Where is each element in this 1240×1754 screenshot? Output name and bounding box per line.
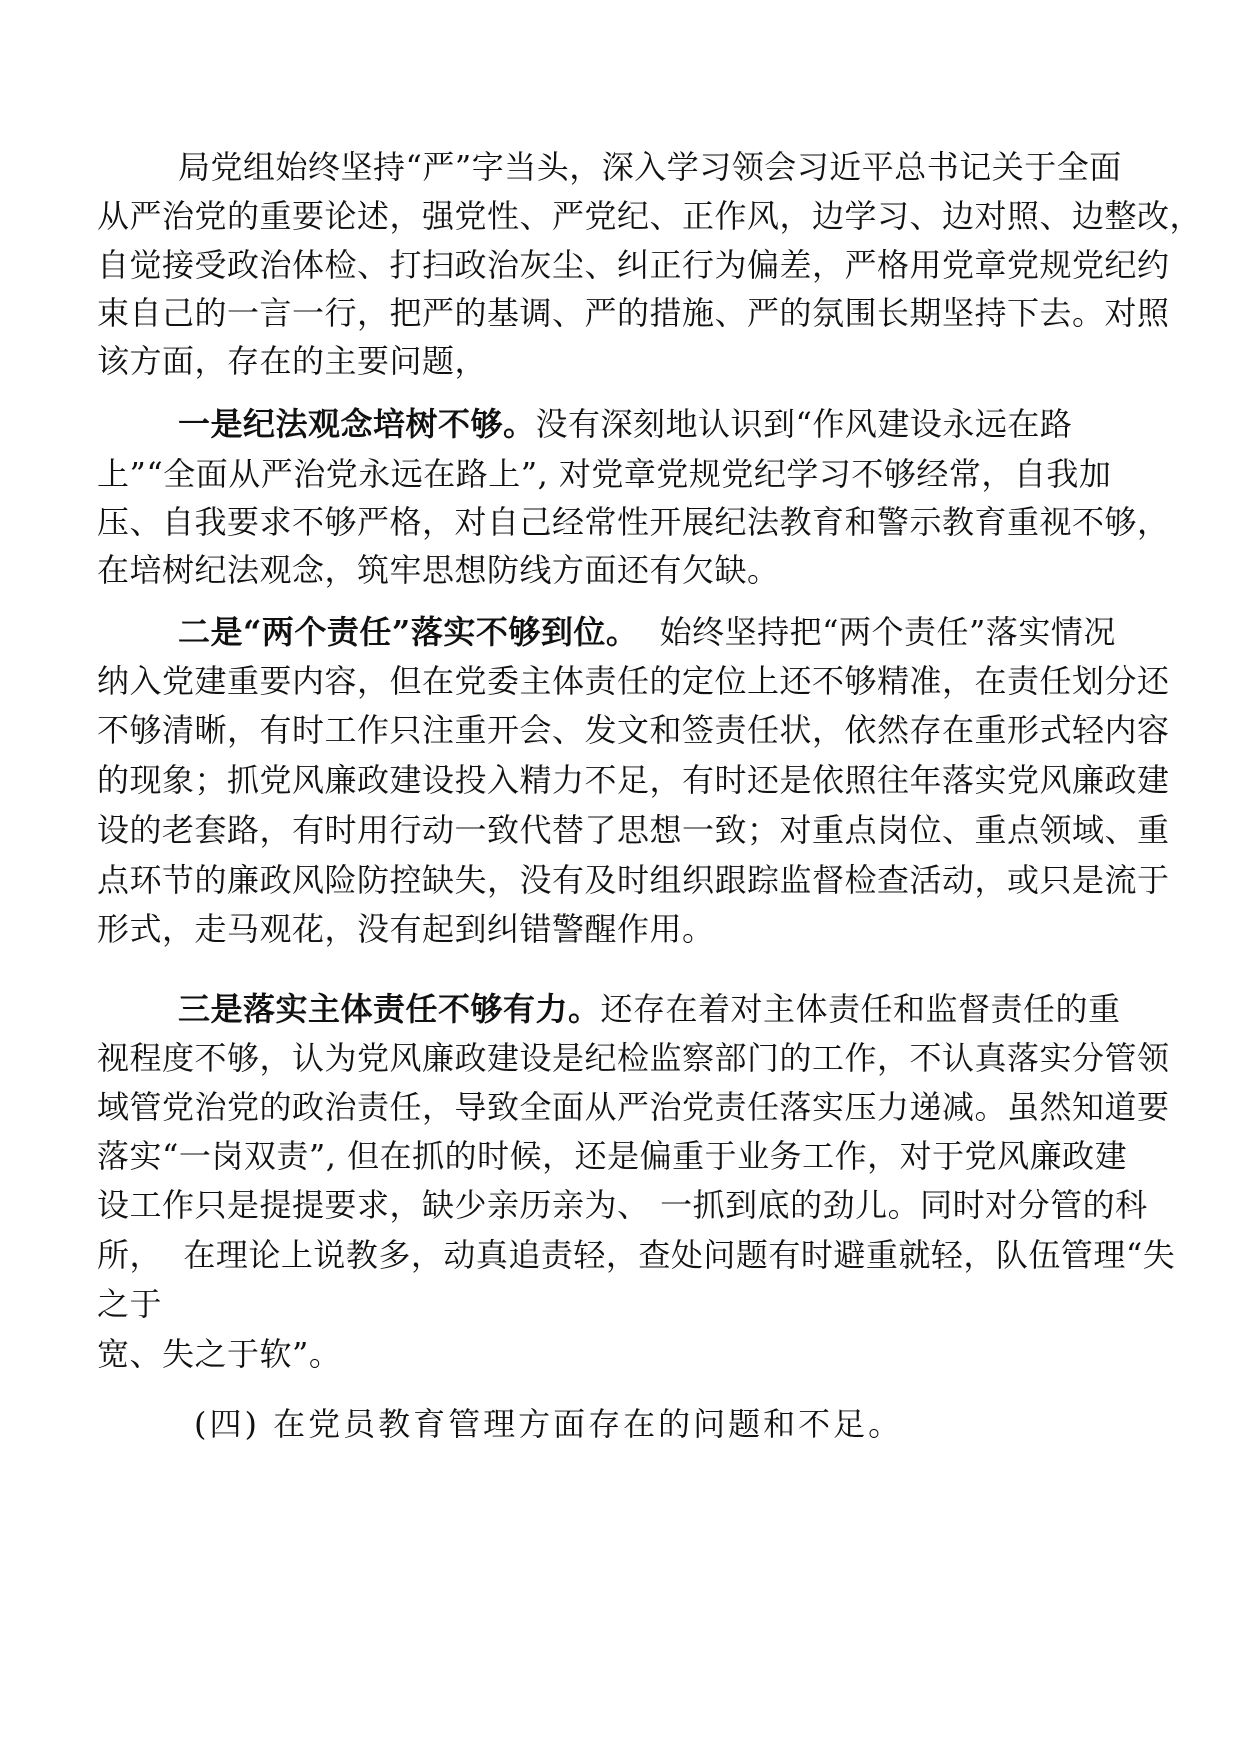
paragraph-1-line-4: 束自己的一言一行，把严的基调、严的措施、严的氛围长期坚持下去。对照 (97, 294, 1170, 332)
paragraph-4-lead: 三是落实主体责任不够有力。 (178, 990, 601, 1028)
paragraph-3-line-6: 点环节的廉政风险防控缺失，没有及时组织跟踪监督检查活动，或只是流于 (97, 861, 1170, 899)
paragraph-4-line-1 (178, 989, 1121, 1029)
section-heading-four: (四) 在党员教育管理方面存在的问题和不足。 (194, 1405, 904, 1443)
paragraph-4-text: 还存在着对主体责任和监督责任的重 (600, 990, 1121, 1028)
paragraph-4-line-5: 设工作只是提提要求，缺少亲历亲为、 一抓到底的劲儿。同时对分管的科 (97, 1186, 1148, 1224)
paragraph-2-line-3: 压、自我要求不够严格，对自己经常性开展纪法教育和警示教育重视不够， (97, 503, 1170, 541)
paragraph-3-line-3: 不够清晰，有时工作只注重开会、发文和签责任状，依然存在重形式轻内容 (97, 711, 1170, 749)
paragraph-3-line-5: 设的老套路，有时用行动一致代替了思想一致；对重点岗位、重点领域、重 (97, 811, 1170, 849)
paragraph-4-line-4: 落实“一岗双责”, 但在抓的时候，还是偏重于业务工作，对于党风廉政建 (97, 1137, 1128, 1175)
paragraph-4-line-7: 之于 (97, 1285, 163, 1323)
paragraph-2-text: 没有深刻地认识到“作风建设永远在路 (535, 405, 1073, 443)
paragraph-4-line-2: 视程度不够，认为党风廉政建设是纪检监察部门的工作，不认真落实分管领 (97, 1039, 1170, 1077)
paragraph-3-lead: 二是“两个责任”落实不够到位。 (178, 613, 639, 651)
paragraph-4-line-8: 宽、失之于软”。 (97, 1335, 342, 1373)
paragraph-1-line-2: 从严治党的重要论述，强党性、严党纪、正作风，边学习、边对照、边整改， (97, 197, 1203, 235)
paragraph-1-line-3: 自觉接受政治体检、打扫政治灰尘、纠正行为偏差，严格用党章党规党纪约 (97, 246, 1170, 284)
paragraph-4-line-6: 所， 在理论上说教多，动真追责轻，查处问题有时避重就轻，队伍管理“失 (97, 1236, 1176, 1274)
paragraph-2-lead: 一是纪法观念培树不够。 (178, 405, 536, 443)
paragraph-2-line-1 (178, 404, 1072, 444)
paragraph-3-text: 始终坚持把“两个责任”落实情况 (638, 613, 1116, 651)
paragraph-3-line-2: 纳入党建重要内容，但在党委主体责任的定位上还不够精准，在责任划分还 (97, 662, 1170, 700)
paragraph-3-line-4: 的现象；抓党风廉政建设投入精力不足，有时还是依照往年落实党风廉政建 (97, 761, 1170, 799)
paragraph-1-line-1: 局党组始终坚持“严”字当头，深入学习领会习近平总书记关于全面 (178, 148, 1122, 186)
paragraph-1-line-5: 该方面，存在的主要问题， (97, 342, 488, 380)
paragraph-2-line-2: 上”“全面从严治党永远在路上”, 对党章党规党纪学习不够经常，自我加 (97, 455, 1112, 493)
paragraph-3-line-7: 形式，走马观花，没有起到纠错警醒作用。 (97, 910, 715, 948)
paragraph-4-line-3: 域管党治党的政治责任，导致全面从严治党责任落实压力递减。虽然知道要 (97, 1088, 1170, 1126)
paragraph-3-line-1 (178, 612, 1116, 652)
paragraph-2-line-4: 在培树纪法观念，筑牢思想防线方面还有欠缺。 (97, 551, 780, 589)
